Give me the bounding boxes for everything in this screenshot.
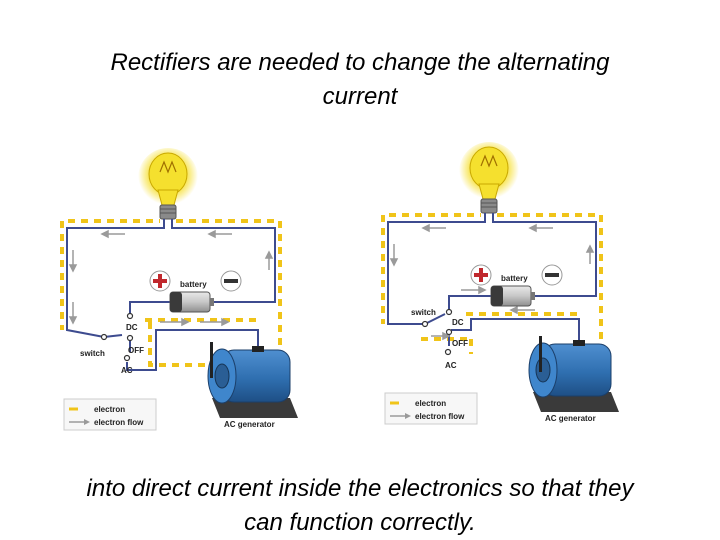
generator-label: AC generator: [545, 414, 596, 423]
ac-generator-icon: [529, 336, 619, 412]
light-bulb-icon: [138, 148, 198, 219]
slide-caption: [0, 472, 720, 540]
legend-electron: electron: [94, 405, 126, 414]
circuit-wire: [388, 213, 596, 350]
title-line-1: Rectifiers are needed to change the alternating: [110, 49, 610, 76]
plus-icon: [150, 271, 170, 291]
legend-electron-flow: electron flow: [415, 412, 465, 421]
circuit-diagram-right: [380, 0, 640, 450]
battery-label: battery: [180, 280, 207, 289]
switch-dc-label: DC: [452, 318, 464, 327]
battery: [491, 286, 535, 306]
switch-ac-label: AC: [445, 361, 457, 370]
switch-ac-label: AC: [121, 366, 133, 375]
title-line-2: current: [322, 83, 398, 110]
caption-line-1: into direct current inside the electronics so that they: [86, 475, 634, 502]
minus-icon: [221, 271, 241, 291]
minus-icon: [542, 265, 562, 285]
switch-off-label: OFF: [128, 346, 144, 355]
ac-generator-icon: [208, 342, 298, 418]
legend-electron-flow: electron flow: [94, 418, 144, 427]
battery: [170, 292, 214, 312]
light-bulb-icon: [459, 142, 519, 213]
circuit-diagram-left: [55, 0, 315, 450]
caption-line-2: can function correctly.: [244, 509, 476, 536]
switch-label: switch: [411, 308, 436, 317]
generator-label: AC generator: [224, 420, 275, 429]
legend-electron: electron: [415, 399, 447, 408]
switch-off-label: OFF: [452, 339, 468, 348]
switch-dc-label: DC: [126, 323, 138, 332]
electron-flow-arrows: [391, 225, 593, 339]
battery-label: battery: [501, 274, 528, 283]
switch-label: switch: [80, 349, 105, 358]
plus-icon: [471, 265, 491, 285]
